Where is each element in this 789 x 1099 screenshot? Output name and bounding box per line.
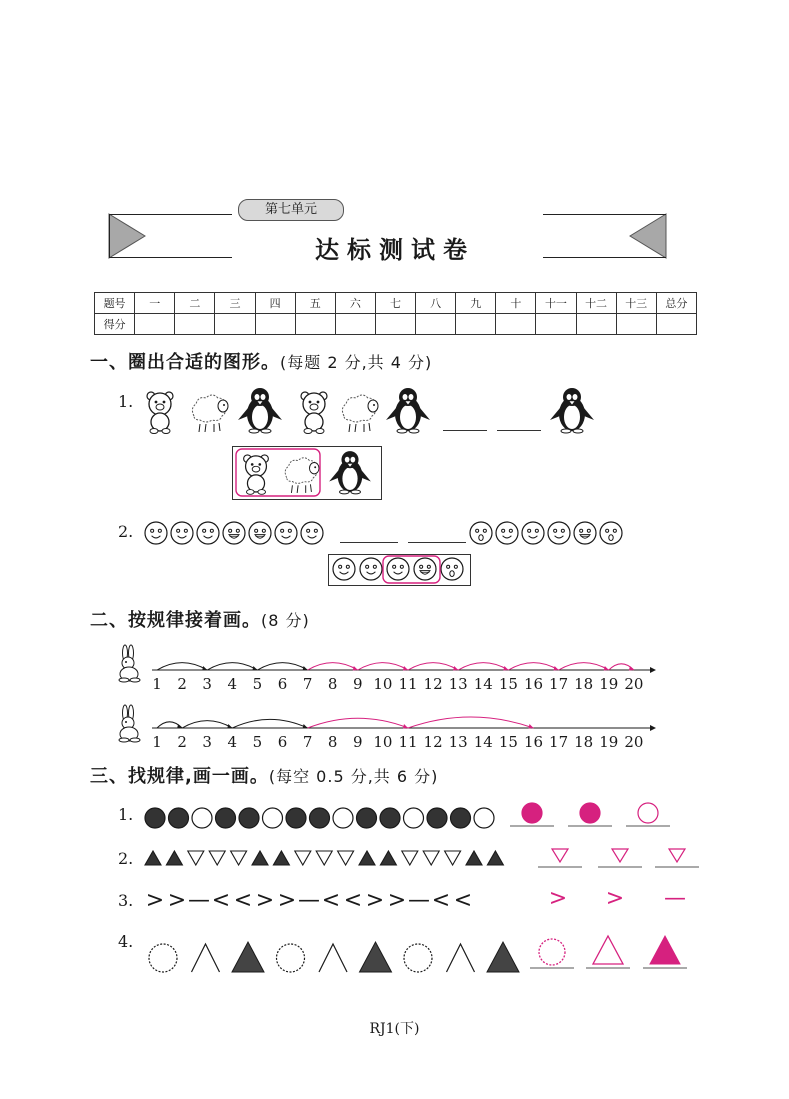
- score-table-score-row: [95, 314, 697, 335]
- table-cell: 十: [496, 293, 536, 314]
- tick-label: 7: [302, 675, 313, 693]
- rabbit-figure: [119, 705, 140, 742]
- question-number: 1.: [118, 392, 134, 411]
- table-cell: 四: [255, 293, 295, 314]
- left-arrow-icon: [109, 214, 149, 258]
- tick-label: 11: [398, 733, 418, 751]
- table-cell: 三: [215, 293, 255, 314]
- pattern-symbol: <: [343, 888, 363, 913]
- hollow-triangle-down: [423, 851, 439, 865]
- answer-blank[interactable]: [408, 542, 466, 543]
- white-circle: [474, 808, 494, 828]
- hollow-triangle-down: [295, 851, 311, 865]
- pattern-symbol: <: [211, 888, 231, 913]
- black-circle: [239, 808, 259, 828]
- tick-label: 16: [523, 675, 544, 693]
- filled-triangle-up: [466, 851, 482, 865]
- answer-hop: [458, 663, 508, 670]
- tick-label: 20: [624, 733, 644, 751]
- score-input-cell[interactable]: [335, 314, 375, 335]
- answer-filled-triangle: [650, 936, 680, 964]
- animal-sequence: [140, 380, 600, 440]
- tick-label: 4: [227, 733, 238, 751]
- filled-triangle-up: [252, 851, 268, 865]
- tick-label: 18: [574, 675, 594, 693]
- tick-label: 15: [498, 733, 518, 751]
- filled-triangle-up: [273, 851, 289, 865]
- table-cell: 八: [416, 293, 456, 314]
- rabbit-figure: [119, 645, 140, 682]
- table-cell: 得分: [95, 314, 135, 335]
- white-circle: [404, 808, 424, 828]
- black-circle: [286, 808, 306, 828]
- banner-rule: [109, 257, 232, 258]
- smile-face-icon: [301, 522, 323, 544]
- given-hop: [257, 663, 307, 670]
- tick-label: 4: [227, 675, 238, 693]
- tick-label: 20: [624, 675, 644, 693]
- smile-face-icon: [333, 558, 355, 580]
- answer-hop: [408, 663, 458, 670]
- black-circle: [169, 808, 189, 828]
- tick-label: 15: [498, 675, 518, 693]
- section-points: (每题 2 分,共 4 分): [280, 353, 433, 372]
- answer-hop: [408, 717, 534, 728]
- section-title: 二、按规律接着画。: [90, 610, 261, 631]
- surprised-face-icon: [441, 558, 463, 580]
- smile-face-icon: [145, 522, 167, 544]
- face-sequence: [140, 516, 640, 552]
- score-input-cell[interactable]: [375, 314, 415, 335]
- tick-label: 8: [327, 733, 338, 751]
- score-input-cell[interactable]: [656, 314, 696, 335]
- hop-arrowhead: [529, 724, 534, 729]
- axis-arrow-icon: [650, 667, 656, 673]
- pattern-symbol: >: [167, 888, 187, 913]
- tick-label: 2: [177, 733, 187, 751]
- pattern-symbol: <: [453, 888, 473, 913]
- pattern-symbol: >: [277, 888, 297, 913]
- answer-dashed-circle: [539, 939, 565, 965]
- pattern-symbol: —: [298, 888, 320, 913]
- table-cell: 五: [295, 293, 335, 314]
- tick-label: 11: [398, 675, 418, 693]
- number-line-1: [150, 648, 660, 694]
- answer-blank[interactable]: [497, 430, 541, 431]
- score-input-cell[interactable]: [135, 314, 175, 335]
- smile-face-icon: [522, 522, 544, 544]
- bear-icon: [301, 392, 327, 434]
- answer-filled-circle: [580, 803, 600, 823]
- score-input-cell[interactable]: [215, 314, 255, 335]
- hollow-triangle-down: [338, 851, 354, 865]
- section-title: 三、找规律,画一画。: [90, 766, 269, 787]
- tick-label: 8: [327, 675, 338, 693]
- given-hop: [232, 719, 307, 728]
- black-circle: [380, 808, 400, 828]
- circle-pattern: [140, 800, 710, 832]
- table-cell: 二: [175, 293, 215, 314]
- table-cell: 十三: [616, 293, 656, 314]
- section-points: (8 分): [261, 611, 310, 630]
- unit-label: 第七单元: [238, 199, 344, 221]
- surprised-face-icon: [600, 522, 622, 544]
- question-number: 2.: [118, 522, 134, 541]
- smile-face-icon: [197, 522, 219, 544]
- caret-shape: [319, 944, 347, 972]
- penguin-icon: [329, 451, 371, 494]
- hop-arrowhead: [403, 724, 408, 729]
- table-cell: 九: [456, 293, 496, 314]
- smile-face-icon: [496, 522, 518, 544]
- pattern-symbol: >: [145, 888, 165, 913]
- smile-face-icon: [171, 522, 193, 544]
- hop-arrowhead: [353, 666, 358, 671]
- penguin-icon: [386, 388, 430, 433]
- given-hop: [157, 663, 207, 670]
- filled-triangle: [232, 942, 264, 972]
- score-input-cell[interactable]: [496, 314, 536, 335]
- pattern-symbol: <: [431, 888, 451, 913]
- score-input-cell[interactable]: [456, 314, 496, 335]
- question-number: 2.: [118, 849, 134, 868]
- given-hop: [207, 663, 257, 670]
- tick-label: 9: [353, 733, 363, 751]
- black-circle: [357, 808, 377, 828]
- table-cell: 十二: [576, 293, 616, 314]
- score-input-cell[interactable]: [416, 314, 456, 335]
- score-table: [94, 292, 697, 335]
- tick-label: 19: [599, 733, 619, 751]
- tick-label: 7: [302, 733, 313, 751]
- banner-rule: [109, 214, 232, 215]
- white-circle: [192, 808, 212, 828]
- white-circle: [263, 808, 283, 828]
- bear-icon: [147, 392, 173, 434]
- caret-shape: [192, 944, 220, 972]
- tick-label: 17: [549, 733, 569, 751]
- answer-triangle-down: [669, 849, 685, 862]
- black-circle: [451, 808, 471, 828]
- triangle-pattern: [140, 844, 710, 874]
- tick-label: 1: [152, 675, 162, 693]
- hop-arrowhead: [403, 666, 408, 671]
- tick-label: 9: [353, 675, 363, 693]
- table-cell: 七: [375, 293, 415, 314]
- penguin-icon: [238, 388, 282, 433]
- shape-pattern: [140, 928, 710, 974]
- laugh-face-icon: [249, 522, 271, 544]
- hop-arrowhead: [554, 666, 559, 671]
- pattern-symbol: <: [233, 888, 253, 913]
- hop-arrowhead: [604, 666, 609, 671]
- hollow-triangle-down: [316, 851, 332, 865]
- banner-rule: [109, 214, 110, 257]
- hop-arrowhead: [453, 666, 458, 671]
- answer-blank[interactable]: [340, 542, 398, 543]
- score-input-cell[interactable]: [255, 314, 295, 335]
- tick-label: 17: [549, 675, 569, 693]
- question-number: 1.: [118, 805, 134, 824]
- page-title: 达标测试卷: [315, 235, 475, 264]
- question-number: 4.: [118, 932, 134, 951]
- answer-choices: [232, 446, 382, 500]
- answer-filled-circle: [522, 803, 542, 823]
- pattern-symbol: >: [387, 888, 407, 913]
- tick-label: 12: [423, 675, 443, 693]
- pattern-symbol: —: [408, 888, 430, 913]
- score-input-cell[interactable]: [576, 314, 616, 335]
- table-cell: 十一: [536, 293, 576, 314]
- tick-label: 2: [177, 675, 187, 693]
- hollow-triangle-down: [188, 851, 204, 865]
- hollow-triangle-down: [231, 851, 247, 865]
- tick-label: 5: [252, 675, 263, 693]
- section-points: (每空 0.5 分,共 6 分): [268, 767, 439, 786]
- rabbit-icon: [116, 646, 146, 682]
- tick-label: 14: [473, 675, 493, 693]
- section-title: 一、圈出合适的图形。: [90, 352, 280, 373]
- pattern-symbol: —: [188, 888, 210, 913]
- section-3-heading: [90, 762, 438, 788]
- dashed-circle: [404, 944, 432, 972]
- section-1-heading: [90, 348, 432, 374]
- black-circle: [216, 808, 236, 828]
- question-number: 3.: [118, 891, 134, 910]
- surprised-face-icon: [470, 522, 492, 544]
- symbol-pattern: [140, 886, 710, 916]
- score-input-cell[interactable]: [295, 314, 335, 335]
- filled-triangle-up: [145, 851, 161, 865]
- hop-arrowhead: [202, 666, 207, 671]
- filled-triangle-up: [487, 851, 503, 865]
- right-arrow-icon: [630, 214, 670, 258]
- hop-arrowhead: [227, 724, 232, 729]
- pattern-symbol: >: [255, 888, 275, 913]
- tick-label: 3: [202, 675, 212, 693]
- black-circle: [310, 808, 330, 828]
- pattern-symbol: <: [321, 888, 341, 913]
- rabbit-icon: [116, 706, 146, 742]
- answer-hop: [308, 718, 408, 728]
- laugh-face-icon: [414, 558, 436, 580]
- filled-triangle-up: [359, 851, 375, 865]
- filled-triangle: [360, 942, 392, 972]
- hop-arrowhead: [252, 666, 257, 671]
- answer-symbol: >: [605, 886, 625, 911]
- answer-hop: [508, 663, 558, 670]
- tick-label: 13: [448, 733, 468, 751]
- given-hop: [182, 721, 232, 728]
- axis-arrow-icon: [650, 725, 656, 731]
- banner-rule: [543, 257, 666, 258]
- tick-label: 18: [574, 733, 594, 751]
- tick-label: 1: [152, 733, 162, 751]
- section-2-heading: [90, 606, 310, 632]
- tick-label: 16: [523, 733, 544, 751]
- tick-label: 19: [599, 675, 619, 693]
- hollow-triangle-down: [402, 851, 418, 865]
- sheep-icon: [285, 458, 319, 493]
- face-choices: [328, 554, 471, 586]
- dashed-circle: [149, 944, 177, 972]
- filled-triangle-up: [380, 851, 396, 865]
- bear-icon: [244, 455, 269, 494]
- pattern-symbol: >: [365, 888, 385, 913]
- score-input-cell[interactable]: [175, 314, 215, 335]
- table-cell: 总分: [656, 293, 696, 314]
- black-circle: [145, 808, 165, 828]
- page-footer: RJ1(下): [369, 1021, 420, 1037]
- hop-arrowhead: [303, 724, 308, 729]
- tick-label: 12: [423, 733, 443, 751]
- filled-triangle: [487, 942, 519, 972]
- table-cell: 六: [335, 293, 375, 314]
- hollow-triangle-down: [209, 851, 225, 865]
- number-line-2: [150, 706, 660, 752]
- hop-arrowhead: [503, 666, 508, 671]
- filled-triangle-up: [166, 851, 182, 865]
- tick-label: 3: [202, 733, 212, 751]
- score-table-header-row: [95, 293, 697, 314]
- answer-hollow-circle: [638, 803, 658, 823]
- tick-label: 6: [277, 733, 288, 751]
- score-input-cell[interactable]: [616, 314, 656, 335]
- sheep-icon: [342, 395, 378, 432]
- tick-label: 10: [373, 733, 393, 751]
- penguin-icon: [550, 388, 594, 433]
- smile-face-icon: [275, 522, 297, 544]
- white-circle: [333, 808, 353, 828]
- laugh-face-icon: [223, 522, 245, 544]
- hollow-triangle-down: [445, 851, 461, 865]
- dashed-circle: [277, 944, 305, 972]
- answer-symbol: —: [664, 886, 686, 911]
- answer-triangle-down: [552, 849, 568, 862]
- table-cell: 题号: [95, 293, 135, 314]
- laugh-face-icon: [574, 522, 596, 544]
- answer-hop: [559, 663, 609, 670]
- smile-face-icon: [548, 522, 570, 544]
- tick-label: 13: [448, 675, 468, 693]
- answer-hop: [308, 663, 358, 670]
- caret-shape: [447, 944, 475, 972]
- tick-label: 5: [252, 733, 263, 751]
- tick-label: 6: [277, 675, 288, 693]
- answer-blank[interactable]: [443, 430, 487, 431]
- tick-label: 10: [373, 675, 393, 693]
- answer-triangle-down: [612, 849, 628, 862]
- banner-rule: [543, 214, 666, 215]
- smile-face-icon: [360, 558, 382, 580]
- black-circle: [427, 808, 447, 828]
- smile-face-icon: [387, 558, 409, 580]
- tick-label: 14: [473, 733, 493, 751]
- answer-symbol: >: [548, 886, 568, 911]
- score-input-cell[interactable]: [536, 314, 576, 335]
- table-cell: 一: [135, 293, 175, 314]
- hop-arrowhead: [303, 666, 308, 671]
- sheep-icon: [192, 395, 228, 432]
- answer-outline-triangle: [593, 936, 623, 964]
- answer-hop: [358, 663, 408, 670]
